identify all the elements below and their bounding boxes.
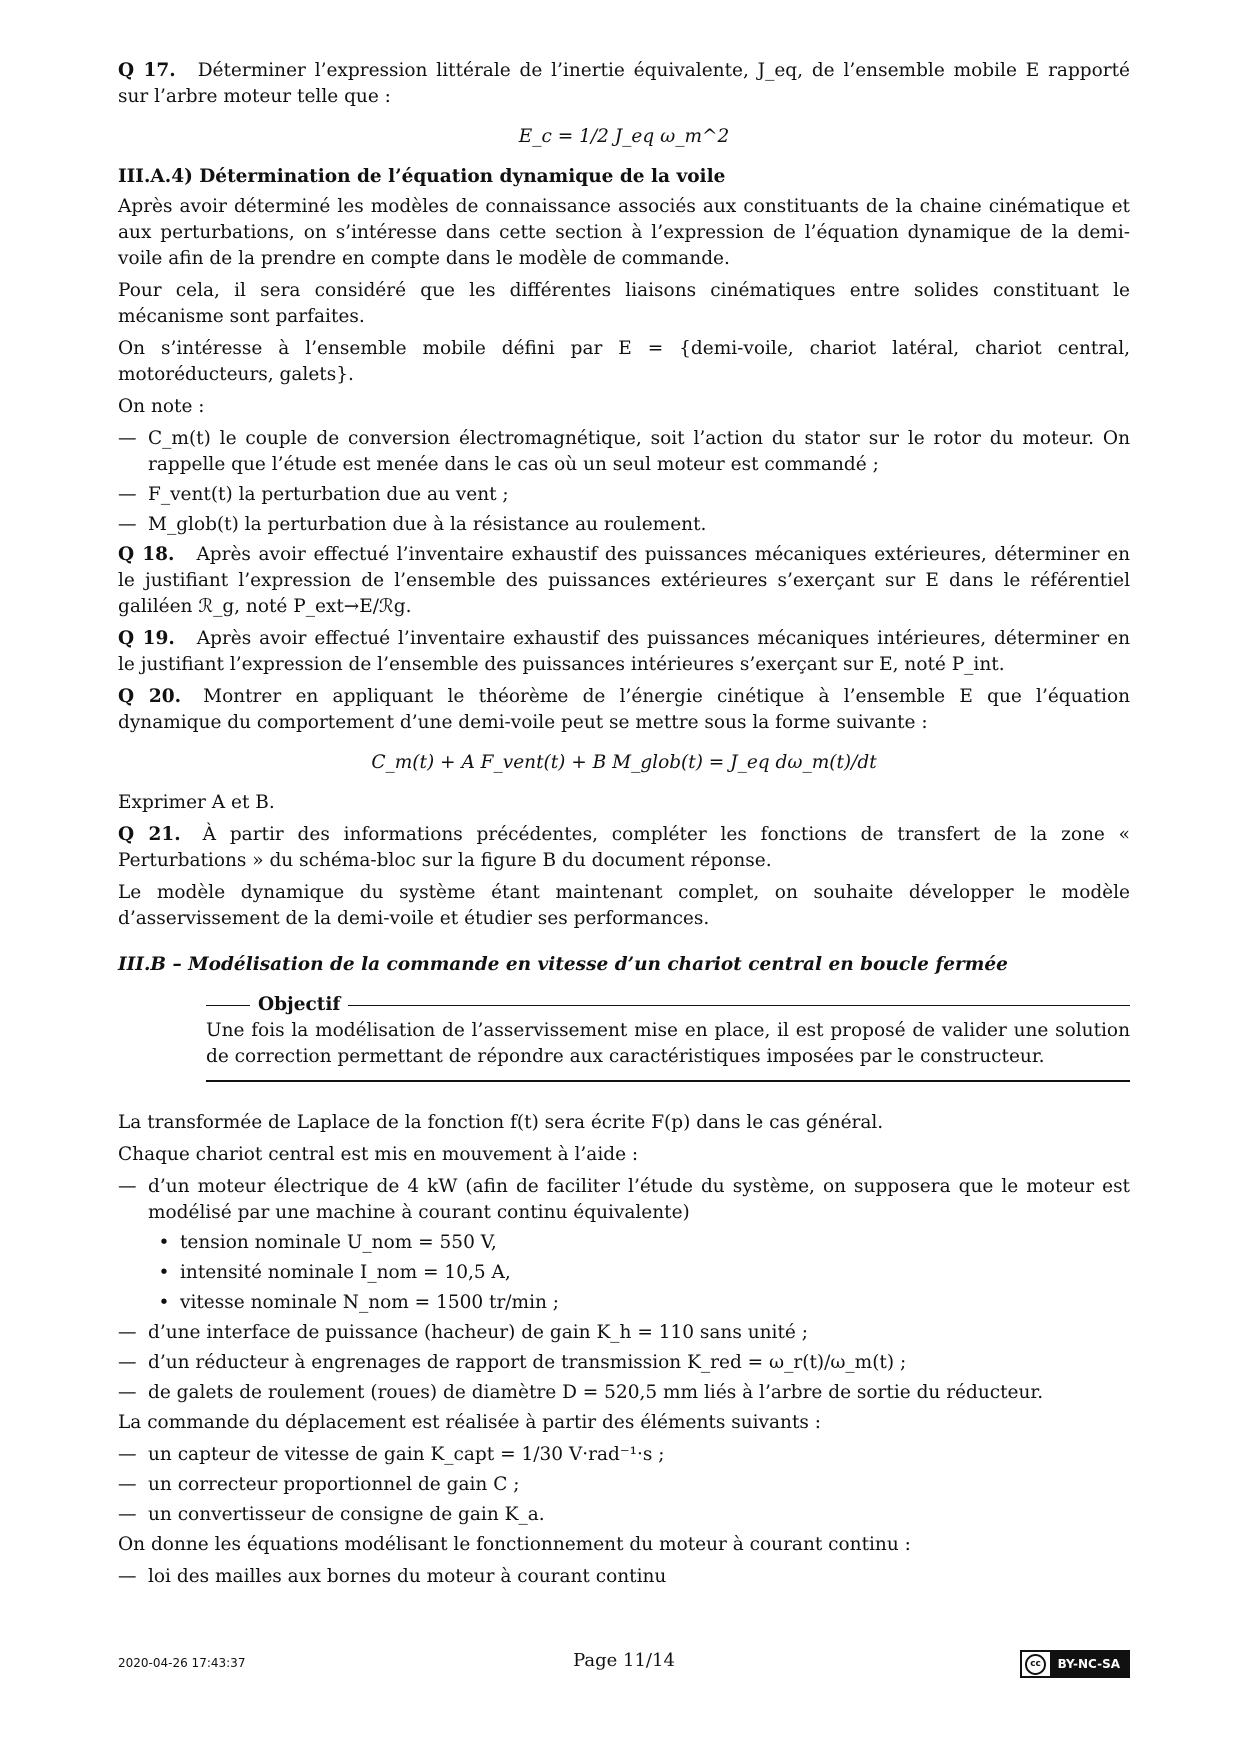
q20-label: Q 20. — [118, 686, 182, 707]
bullet-text: intensité nominale I_nom = 10,5 A, — [180, 1262, 511, 1283]
q21-label: Q 21. — [118, 824, 181, 845]
list-item-text: un correcteur proportionnel de gain C ; — [148, 1474, 520, 1495]
q19-label: Q 19. — [118, 628, 175, 649]
list-item-text: un convertisseur de consigne de gain K_a. — [148, 1504, 545, 1525]
list-item: — d’un réducteur à engrenages de rapport de transmission K_red = ω_r(t)/ω_m(t) ; — [118, 1350, 1130, 1376]
bullet-item: • vitesse nominale N_nom = 1500 tr/min ; — [148, 1290, 1130, 1316]
q20-after: Exprimer A et B. — [118, 792, 275, 813]
list-item: — de galets de roulement (roues) de diamètre D = 520,5 mm liés à l’arbre de sortie du réducteur. — [118, 1380, 1130, 1406]
q21-paragraph — [118, 822, 1130, 874]
q18-paragraph — [118, 542, 1130, 620]
q19-paragraph — [118, 626, 1130, 678]
cc-icon-text: cc — [1025, 1654, 1046, 1675]
list-item-text: de galets de roulement (roues) de diamètre D = 520,5 mm liés à l’arbre de sortie du réducteur. — [148, 1382, 1044, 1403]
list-item-text: d’une interface de puissance (hacheur) de gain K_h = 110 sans unité ; — [148, 1322, 808, 1343]
bullet-text: vitesse nominale N_nom = 1500 tr/min ; — [180, 1292, 560, 1313]
license-badge — [1020, 1650, 1130, 1678]
q20-paragraph — [118, 684, 1130, 736]
list-item-text: C_m(t) le couple de conversion électromagnétique, soit l’action du stator sur le rotor du moteur. On rappelle que l’étude est menée dans le cas où un seul moteur est commandé ; — [148, 428, 1130, 475]
objective-rule-right — [348, 1005, 1130, 1006]
section-b-p1: La transformée de Laplace de la fonction f(t) sera écrite F(p) dans le cas général. — [118, 1112, 884, 1133]
objective-text: Une fois la modélisation de l’asservissement mise en place, il est proposé de valider une solution de correction permettant de répondre aux caractéristiques imposées par le constructeur. — [206, 1020, 1130, 1067]
q18-label: Q 18. — [118, 544, 175, 565]
page-footer — [118, 1650, 1130, 1680]
q20-equation: C_m(t) + A F_vent(t) + B M_glob(t) = J_eq dω_m(t)/dt — [371, 752, 877, 773]
bullet-item: • intensité nominale I_nom = 10,5 A, — [148, 1260, 1130, 1286]
creative-commons-icon — [1022, 1652, 1050, 1676]
section-b-p3: La commande du déplacement est réalisée à partir des éléments suivants : — [118, 1412, 821, 1433]
list-item: — un correcteur proportionnel de gain C ; — [118, 1472, 1130, 1498]
list-item: — un capteur de vitesse de gain K_capt = 1/30 V·rad⁻¹·s ; — [118, 1442, 1130, 1468]
section-a4-p2: Pour cela, il sera considéré que les différentes liaisons cinématiques entre solides constituant le mécanisme sont parfaites. — [118, 280, 1130, 327]
list-item: — d’un moteur électrique de 4 kW (afin de faciliter l’étude du système, on supposera que le moteur est modélisé par une machine à courant continu équivalente) — [118, 1174, 1130, 1226]
section-a4-p3: On s’intéresse à l’ensemble mobile défini par E = {demi-voile, chariot latéral, chariot central, motoréducteurs, galets}. — [118, 338, 1130, 385]
objective-rule-left — [206, 1005, 250, 1006]
list-item: — d’une interface de puissance (hacheur) de gain K_h = 110 sans unité ; — [118, 1320, 1130, 1346]
q17-label: Q 17. — [118, 60, 176, 81]
objective-box — [206, 992, 1130, 1082]
section-a4-p1: Après avoir déterminé les modèles de connaissance associés aux constituants de la chaine cinématique et aux perturbations, on s’intéresse dans cette section à l’expression de l’équation dynamique de la demi-voile afin de la prendre en compte dans le modèle de commande. — [118, 196, 1130, 269]
section-a4-p4: On note : — [118, 396, 205, 417]
q18-text: Après avoir effectué l’inventaire exhaustif des puissances mécaniques extérieures, déterminer en le justifiant l’expression de l’ensemble des puissances extérieures s’exerçant sur E dans le référentiel galiléen ℛ_g, noté P_ext→E/ℛg. — [118, 544, 1130, 617]
q17-equation: E_c = 1/2 J_eq ω_m^2 — [518, 126, 730, 147]
page-content — [118, 58, 1130, 1594]
bullet-item: • tension nominale U_nom = 550 V, — [148, 1230, 1130, 1256]
list-item-text: d’un réducteur à engrenages de rapport de transmission K_red = ω_r(t)/ω_m(t) ; — [148, 1352, 907, 1373]
q21-after: Le modèle dynamique du système étant maintenant complet, on souhaite développer le modèle d’asservissement de la demi-voile et étudier ses performances. — [118, 882, 1130, 929]
q20-text: Montrer en appliquant le théorème de l’énergie cinétique à l’ensemble E que l’équation dynamique du comportement d’une demi-voile peut se mettre sous la forme suivante : — [118, 686, 1130, 733]
page-number: Page 11/14 — [573, 1650, 675, 1671]
list-item-text: F_vent(t) la perturbation due au vent ; — [148, 484, 509, 505]
list-item-text: d’un moteur électrique de 4 kW (afin de faciliter l’étude du système, on supposera que le moteur est modélisé par une machine à courant continu équivalente) — [148, 1176, 1130, 1223]
list-item-text: M_glob(t) la perturbation due à la résistance au roulement. — [148, 514, 707, 535]
list-item: — M_glob(t) la perturbation due à la résistance au roulement. — [118, 512, 1130, 538]
q19-text: Après avoir effectué l’inventaire exhaustif des puissances mécaniques intérieures, déterminer en le justifiant l’expression de l’ensemble des puissances intérieures s’exerçant sur E, noté P_int. — [118, 628, 1130, 675]
list-item: — loi des mailles aux bornes du moteur à courant continu — [118, 1564, 1130, 1590]
list-item-text: loi des mailles aux bornes du moteur à courant continu — [148, 1566, 667, 1587]
objective-header — [206, 992, 1130, 1018]
section-a4-title: III.A.4) Détermination de l’équation dynamique de la voile — [118, 166, 726, 187]
timestamp: 2020-04-26 17:43:37 — [118, 1656, 246, 1670]
q17-text: Déterminer l’expression littérale de l’inertie équivalente, J_eq, de l’ensemble mobile E rapporté sur l’arbre moteur telle que : — [118, 60, 1131, 107]
q17-paragraph — [118, 58, 1130, 110]
list-item: — un convertisseur de consigne de gain K_a. — [118, 1502, 1130, 1528]
list-item-text: un capteur de vitesse de gain K_capt = 1/30 V·rad⁻¹·s ; — [148, 1444, 665, 1465]
section-b-p4: On donne les équations modélisant le fonctionnement du moteur à courant continu : — [118, 1534, 911, 1555]
q21-text: À partir des informations précédentes, compléter les fonctions de transfert de la zone « Perturbations » du schéma-bloc sur la figure B du document réponse. — [118, 824, 1130, 871]
objective-label: Objectif — [258, 994, 341, 1015]
list-item: — F_vent(t) la perturbation due au vent ; — [118, 482, 1130, 508]
section-b-title: III.B – Modélisation de la commande en vitesse d’un chariot central en boucle fermée — [118, 954, 1008, 975]
license-text: BY-NC-SA — [1050, 1652, 1128, 1676]
section-b-p2: Chaque chariot central est mis en mouvement à l’aide : — [118, 1144, 639, 1165]
list-item: — C_m(t) le couple de conversion électromagnétique, soit l’action du stator sur le rotor du moteur. On rappelle que l’étude est menée dans le cas où un seul moteur est commandé ; — [118, 426, 1130, 478]
bullet-text: tension nominale U_nom = 550 V, — [180, 1232, 497, 1253]
